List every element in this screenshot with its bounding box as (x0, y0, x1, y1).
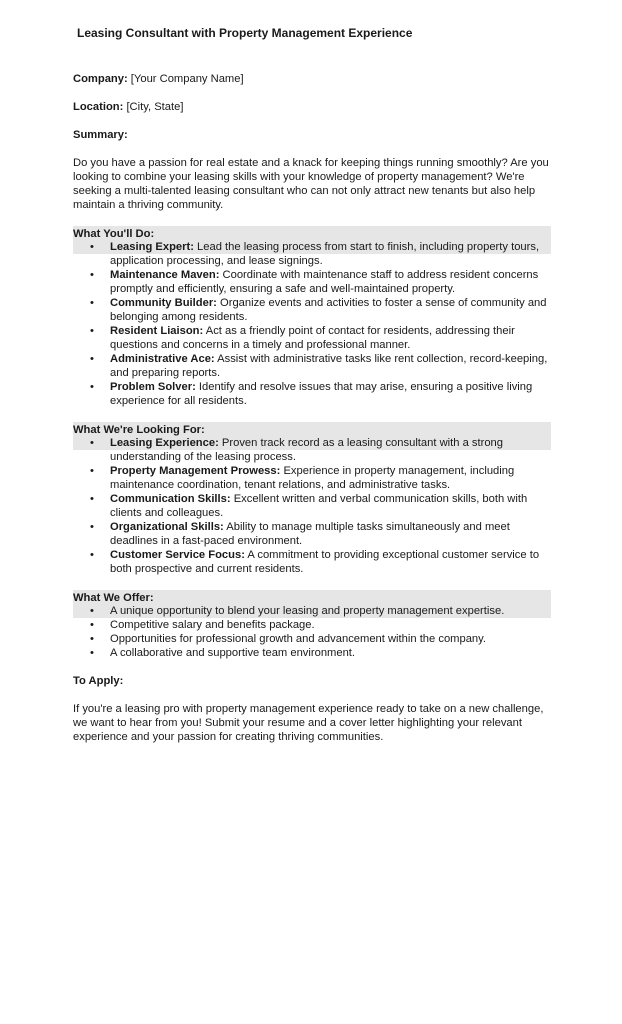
we-offer-heading-text: What We Offer: (73, 592, 154, 604)
list-item (73, 618, 553, 632)
list-item (73, 352, 553, 380)
item-text: Organize events and activities to foster a sense of community and belonging among residents. (110, 297, 547, 323)
company-label: Company: (73, 73, 128, 85)
item-text: Assist with administrative tasks like rent collection, record-keeping, and preparing reports. (110, 353, 548, 379)
list-item (73, 324, 553, 352)
list-item (73, 464, 553, 492)
item-text: Coordinate with maintenance staff to address resident concerns promptly and efficiently, ensuring a safe and well-maintained property. (110, 269, 539, 295)
bullet-icon: • (90, 381, 94, 393)
bullet-icon: • (90, 605, 94, 617)
bullet-icon: • (90, 521, 94, 533)
summary-text: Do you have a passion for real estate and a knack for keeping things running smoothly? Are you looking to combine your leasing skills with your knowledge of property management? We're seeking a multi-talented leasing consultant who can not only attract new tenants but also help maintain a thriving community. (73, 157, 549, 211)
item-text: Proven track record as a leasing consultant with a strong understanding of the leasing process. (110, 437, 503, 463)
list-item (73, 632, 553, 646)
bullet-icon: • (90, 647, 94, 659)
item-text: A commitment to providing exceptional customer service to both prospective and current residents. (110, 549, 540, 575)
list-item (73, 296, 553, 324)
to-apply-text: If you're a leasing pro with property management experience ready to take on a new challenge, we want to hear from you! Submit your resume and a cover letter highlighting your relevant experience and your passion for creating thriving communities. (73, 703, 544, 743)
item-label: Community Builder: (110, 297, 217, 309)
list-item (73, 240, 553, 268)
item-label: Customer Service Focus: (110, 549, 245, 561)
item-label: Administrative Ace: (110, 353, 215, 365)
item-label: Leasing Expert: (110, 241, 194, 253)
list-item (73, 268, 553, 296)
bullet-icon: • (90, 619, 94, 631)
bullet-icon: • (90, 269, 94, 281)
location-label: Location: (73, 101, 124, 113)
looking-for-heading-text: What We're Looking For: (73, 424, 205, 436)
bullet-icon: • (90, 437, 94, 449)
what-youll-do-heading-text: What You'll Do: (73, 228, 155, 240)
item-text: Competitive salary and benefits package. (110, 619, 315, 631)
item-text: Excellent written and verbal communication skills, both with clients and colleagues. (110, 493, 528, 519)
item-label: Maintenance Maven: (110, 269, 220, 281)
item-text: A collaborative and supportive team environment. (110, 647, 356, 659)
item-text: Experience in property management, including maintenance coordination, tenant relations, and administrative tasks. (110, 465, 515, 491)
bullet-icon: • (90, 241, 94, 253)
item-label: Organizational Skills: (110, 521, 224, 533)
company-line (73, 72, 553, 86)
company-value: [Your Company Name] (127, 73, 244, 85)
item-text: Opportunities for professional growth and advancement within the company. (110, 633, 487, 645)
what-youll-do-list (73, 240, 553, 408)
bullet-icon: • (90, 325, 94, 337)
document-title: Leasing Consultant with Property Management Experience (77, 26, 413, 40)
item-label: Resident Liaison: (110, 325, 204, 337)
we-offer-list (73, 604, 553, 660)
bullet-icon: • (90, 633, 94, 645)
item-text: Identify and resolve issues that may arise, ensuring a positive living experience for all residents. (110, 381, 533, 407)
list-item (73, 604, 553, 618)
item-text: Lead the leasing process from start to finish, including property tours, application processing, and lease signings. (110, 241, 540, 267)
item-label: Problem Solver: (110, 381, 196, 393)
list-item (73, 436, 553, 464)
looking-for-list (73, 436, 553, 576)
item-label: Communication Skills: (110, 493, 231, 505)
location-line (73, 100, 553, 114)
item-text: Ability to manage multiple tasks simultaneously and meet deadlines in a fast-paced environment. (110, 521, 510, 547)
item-text: A unique opportunity to blend your leasing and property management expertise. (110, 605, 505, 617)
item-label: Leasing Experience: (110, 437, 219, 449)
bullet-icon: • (90, 297, 94, 309)
bullet-icon: • (90, 549, 94, 561)
bullet-icon: • (90, 465, 94, 477)
summary-heading: Summary: (73, 129, 128, 141)
location-value: [City, State] (123, 101, 184, 113)
item-label: Property Management Prowess: (110, 465, 281, 477)
document-body (73, 72, 553, 744)
bullet-icon: • (90, 353, 94, 365)
list-item (73, 380, 553, 408)
list-item (73, 492, 553, 520)
list-item (73, 548, 553, 576)
to-apply-heading: To Apply: (73, 675, 124, 687)
list-item (73, 520, 553, 548)
bullet-icon: • (90, 493, 94, 505)
item-text: Act as a friendly point of contact for residents, addressing their questions and concerns in a timely and professional manner. (110, 325, 515, 351)
list-item (73, 646, 553, 660)
